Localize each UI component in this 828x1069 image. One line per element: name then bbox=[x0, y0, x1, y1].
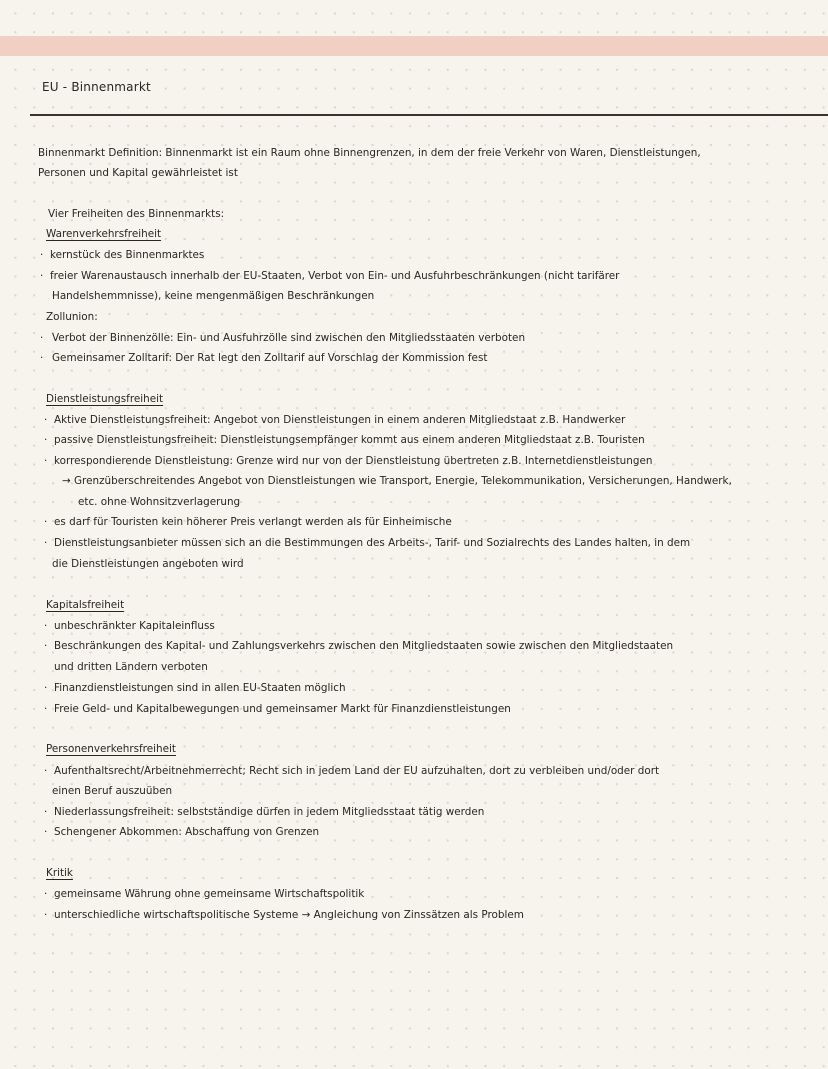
bullet-dot: · bbox=[44, 640, 48, 652]
dienst-bullet-4: es darf für Touristen kein höherer Preis verlangt werden als für Einheimische bbox=[54, 516, 452, 528]
dienst-arrow-note: → Grenzüberschreitendes Angebot von Dienstleistungen wie Transport, Energie, Telekommunikation, Versicherungen, Handwerk, bbox=[62, 475, 732, 487]
intro-text: Vier Freiheiten des Binnenmarkts: bbox=[48, 208, 225, 220]
bullet-dot: · bbox=[44, 414, 48, 426]
waren-bullet-1: kernstück des Binnenmarktes bbox=[50, 249, 205, 261]
kapital-bullet-2: Beschränkungen des Kapital- und Zahlungsverkehrs zwischen den Mitgliedstaaten sowie zwischen den Mitgliedstaaten bbox=[54, 640, 674, 652]
section-heading-kritik: Kritik bbox=[46, 867, 73, 879]
section-heading-dienst: Dienstleistungsfreiheit bbox=[46, 393, 164, 405]
dienst-arrow-note-cont: etc. ohne Wohnsitzverlagerung bbox=[78, 496, 241, 508]
definition-line-1: Binnenmarkt Definition: Binnenmarkt ist ein Raum ohne Binnengrenzen, in dem der freie Verkehr von Waren, Dienstleistungen, bbox=[38, 147, 701, 159]
kritik-bullet-2: unterschiedliche wirtschaftspolitische Systeme → Angleichung von Zinssätzen als Problem bbox=[54, 909, 524, 921]
title-divider bbox=[30, 114, 828, 116]
bullet-dot: · bbox=[44, 765, 48, 777]
bullet-dot: · bbox=[44, 620, 48, 632]
section-heading-waren: Warenverkehrsfreiheit bbox=[46, 228, 162, 240]
definition-line-2: Personen und Kapital gewährleistet ist bbox=[38, 167, 238, 179]
kapital-bullet-3: Finanzdienstleistungen sind in allen EU-Staaten möglich bbox=[54, 682, 346, 694]
waren-bullet-2-cont: Handelshemmnisse), keine mengenmäßigen Beschränkungen bbox=[52, 290, 375, 302]
kapital-bullet-1: unbeschränkter Kapitaleinfluss bbox=[54, 620, 215, 632]
bullet-dot: · bbox=[44, 703, 48, 715]
personen-bullet-2: Niederlassungsfreiheit: selbstständige dürfen in jedem Mitgliedsstaat tätig werden bbox=[54, 806, 485, 818]
waren-bullet-3: Verbot der Binnenzölle: Ein- und Ausfuhrzölle sind zwischen den Mitgliedsstaaten verboten bbox=[52, 332, 526, 344]
bullet-dot: · bbox=[44, 434, 48, 446]
dienst-bullet-5: Dienstleistungsanbieter müssen sich an die Bestimmungen des Arbeits-, Tarif- und Sozialrechts des Landes halten, in dem bbox=[54, 537, 691, 549]
bullet-dot: · bbox=[40, 352, 44, 364]
dienst-bullet-1: Aktive Dienstleistungsfreiheit: Angebot von Dienstleistungen in einem anderen Mitgliedstaat z.B. Handwerker bbox=[54, 414, 626, 426]
bullet-dot: · bbox=[40, 332, 44, 344]
personen-bullet-1-cont: einen Beruf auszuüben bbox=[52, 785, 173, 797]
dienst-bullet-2: passive Dienstleistungsfreiheit: Dienstleistungsempfänger kommt aus einem anderen Mitgliedstaat z.B. Touristen bbox=[54, 434, 645, 446]
waren-bullet-2: freier Warenaustausch innerhalb der EU-Staaten, Verbot von Ein- und Ausfuhrbeschränkungen (nicht tarifärer bbox=[50, 270, 620, 282]
bullet-dot: · bbox=[44, 888, 48, 900]
bullet-dot: · bbox=[44, 682, 48, 694]
bullet-dot: · bbox=[40, 249, 44, 261]
bullet-dot: · bbox=[40, 270, 44, 282]
section-heading-personen: Personenverkehrsfreiheit bbox=[46, 743, 176, 755]
header-band bbox=[0, 36, 828, 56]
bullet-dot: · bbox=[44, 826, 48, 838]
dienst-bullet-3: korrespondierende Dienstleistung: Grenze wird nur von der Dienstleistung übertreten z.B. Internetdienstleistungen bbox=[54, 455, 653, 467]
personen-bullet-3: Schengener Abkommen: Abschaffung von Grenzen bbox=[54, 826, 320, 838]
waren-bullet-4: Gemeinsamer Zolltarif: Der Rat legt den Zolltarif auf Vorschlag der Kommission fest bbox=[52, 352, 488, 364]
page-title: EU - Binnenmarkt bbox=[42, 80, 151, 94]
bullet-dot: · bbox=[44, 516, 48, 528]
bullet-dot: · bbox=[44, 909, 48, 921]
kritik-bullet-1: gemeinsame Währung ohne gemeinsame Wirtschaftspolitik bbox=[54, 888, 365, 900]
bullet-dot: · bbox=[44, 455, 48, 467]
dienst-bullet-5-cont: die Dienstleistungen angeboten wird bbox=[52, 558, 244, 570]
bullet-dot: · bbox=[44, 806, 48, 818]
personen-bullet-1: Aufenthaltsrecht/Arbeitnehmerrecht; Recht sich in jedem Land der EU aufzuhalten, dort zu verbleiben und/oder dort bbox=[54, 765, 660, 777]
section-heading-kapital: Kapitalsfreiheit bbox=[46, 599, 125, 611]
bullet-dot: · bbox=[44, 537, 48, 549]
zollunion-label: Zollunion: bbox=[46, 311, 98, 323]
kapital-bullet-4: Freie Geld- und Kapitalbewegungen und gemeinsamer Markt für Finanzdienstleistungen bbox=[54, 703, 511, 715]
kapital-bullet-2-cont: und dritten Ländern verboten bbox=[54, 661, 208, 673]
